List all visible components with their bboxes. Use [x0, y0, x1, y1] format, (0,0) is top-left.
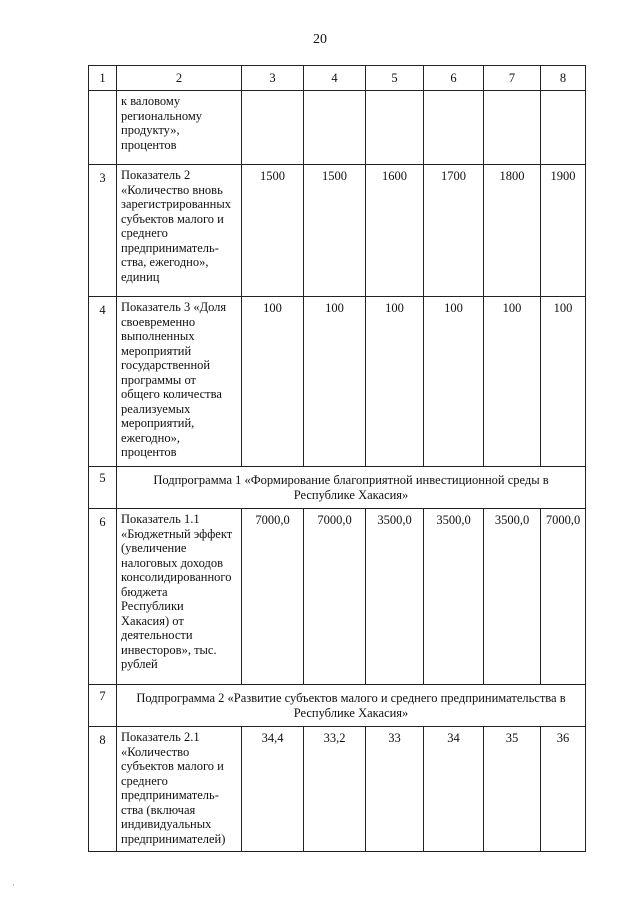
indicator-value-col-4: 33,2 [304, 727, 366, 852]
row-number [89, 91, 117, 165]
row-number: 7 [89, 685, 117, 727]
indicator-value-col-7: 100 [484, 297, 541, 467]
indicator-value-col-4: 1500 [304, 165, 366, 297]
indicator-value-col-4: 7000,0 [304, 509, 366, 685]
row-number: 5 [89, 467, 117, 509]
indicator-value-col-4 [304, 91, 366, 165]
column-header-7: 7 [484, 66, 541, 91]
subprogram-title: Подпрограмма 1 «Формирование благоприятной инвестиционной среды в Республике Хакасия» [117, 467, 586, 509]
column-header-5: 5 [366, 66, 424, 91]
indicator-value-col-5: 100 [366, 297, 424, 467]
indicator-value-col-6: 34 [424, 727, 484, 852]
indicator-value-col-6: 1700 [424, 165, 484, 297]
indicator-value-col-5: 3500,0 [366, 509, 424, 685]
indicator-value-col-5 [366, 91, 424, 165]
indicator-value-col-3: 7000,0 [242, 509, 304, 685]
row-number: 6 [89, 509, 117, 685]
indicator-value-col-8: 1900 [541, 165, 586, 297]
indicator-value-col-4: 100 [304, 297, 366, 467]
column-header-8: 8 [541, 66, 586, 91]
scan-mark: · [12, 880, 15, 890]
indicator-description: Показатель 2 «Количество вновь зарегистрированных субъектов малого и среднего предприниматель- ства, ежегодно», единиц [117, 165, 242, 297]
indicator-value-col-8: 100 [541, 297, 586, 467]
table-row [89, 727, 586, 852]
indicator-value-col-7: 3500,0 [484, 509, 541, 685]
indicator-value-col-3 [242, 91, 304, 165]
indicators-table [88, 65, 586, 852]
column-header-4: 4 [304, 66, 366, 91]
indicator-value-col-6: 100 [424, 297, 484, 467]
indicator-description: Показатель 1.1 «Бюджетный эффект (увеличение налоговых доходов консолидированного бюджета Республики Хакасия) от деятельности инвесторов», тыс. рублей [117, 509, 242, 685]
column-header-1: 1 [89, 66, 117, 91]
page-number: 20 [313, 32, 327, 47]
indicator-value-col-5: 33 [366, 727, 424, 852]
indicator-value-col-7 [484, 91, 541, 165]
indicator-value-col-6 [424, 91, 484, 165]
indicator-value-col-7: 1800 [484, 165, 541, 297]
subprogram-row [89, 685, 586, 727]
indicator-value-col-3: 34,4 [242, 727, 304, 852]
indicator-value-col-3: 1500 [242, 165, 304, 297]
indicator-value-col-8: 36 [541, 727, 586, 852]
indicator-value-col-5: 1600 [366, 165, 424, 297]
column-header-6: 6 [424, 66, 484, 91]
column-header-3: 3 [242, 66, 304, 91]
column-header-2: 2 [117, 66, 242, 91]
table-row [89, 91, 586, 165]
indicator-value-col-3: 100 [242, 297, 304, 467]
table-row [89, 509, 586, 685]
indicator-value-col-8 [541, 91, 586, 165]
indicator-description: к валовому региональному продукту», процентов [117, 91, 242, 165]
table-row [89, 165, 586, 297]
indicator-description: Показатель 3 «Доля своевременно выполненных мероприятий государственной программы от общего количества реализуемых мероприятий, ежегодно», процентов [117, 297, 242, 467]
row-number: 3 [89, 165, 117, 297]
indicator-value-col-8: 7000,0 [541, 509, 586, 685]
indicator-value-col-6: 3500,0 [424, 509, 484, 685]
header-row [89, 66, 586, 91]
indicator-description: Показатель 2.1 «Количество субъектов малого и среднего предприниматель- ства (включая индивидуальных предпринимателей) [117, 727, 242, 852]
row-number: 4 [89, 297, 117, 467]
row-number: 8 [89, 727, 117, 852]
subprogram-title: Подпрограмма 2 «Развитие субъектов малого и среднего предпринимательства в Республике Хакасия» [117, 685, 586, 727]
subprogram-row [89, 467, 586, 509]
indicator-value-col-7: 35 [484, 727, 541, 852]
table-row [89, 297, 586, 467]
